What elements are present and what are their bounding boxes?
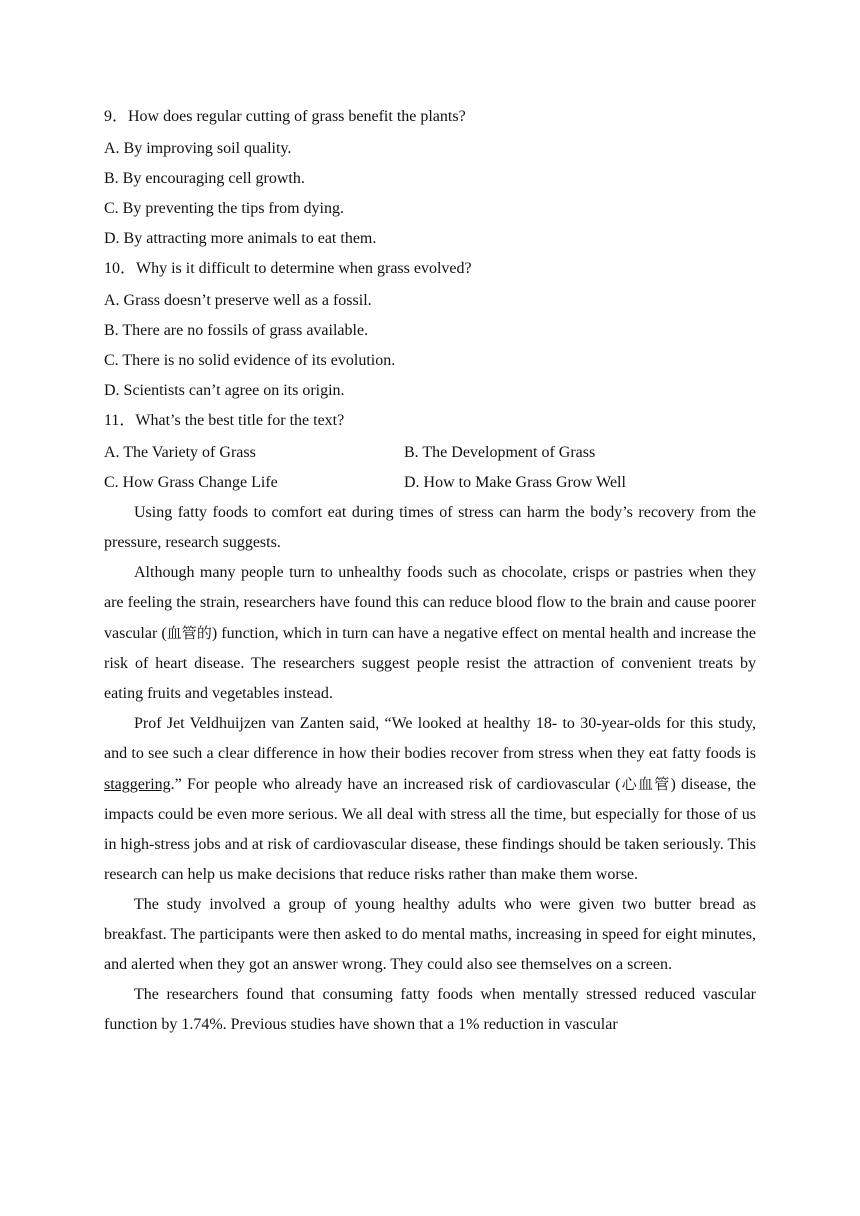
paragraph-text: Prof Jet Veldhuijzen van Zanten said, “We looked at healthy 18- to 30-year-olds for this study, and to see such a clear difference in how their bodies recover from stress when they eat fatty foods is bbox=[104, 715, 756, 762]
paragraph-text: The researchers found that consuming fatty foods when mentally stressed reduced vascular function by 1.74%. Previous studies have shown that a 1% reduction in vascular bbox=[104, 986, 756, 1033]
question-10 bbox=[104, 254, 756, 406]
paragraph-text: Using fatty foods to comfort eat during times of stress can harm the body’s recovery from the pressure, research suggests. bbox=[104, 504, 756, 551]
option-d: D. Scientists can’t agree on its origin. bbox=[104, 382, 345, 399]
paragraph-3 bbox=[104, 709, 756, 890]
question-11 bbox=[104, 406, 756, 498]
question-stem: 10．Why is it difficult to determine when grass evolved? bbox=[104, 260, 472, 277]
paragraph-5 bbox=[104, 980, 756, 1040]
option-d: D. By attracting more animals to eat them. bbox=[104, 230, 377, 247]
options-row bbox=[104, 438, 756, 468]
paragraph-text: ) function, which in turn can have a negative effect on mental health and increase the risk of heart disease. The researchers suggest people resist the attraction of convenient treats by eating fruits and vegetables instead. bbox=[104, 625, 756, 702]
question-stem: 9．How does regular cutting of grass benefit the plants? bbox=[104, 108, 466, 125]
option-b: B. By encouraging cell growth. bbox=[104, 170, 305, 187]
paragraph-4 bbox=[104, 890, 756, 980]
paragraph-1 bbox=[104, 498, 756, 558]
option-a: A. Grass doesn’t preserve well as a fossil. bbox=[104, 292, 372, 309]
paragraph-2 bbox=[104, 558, 756, 709]
chinese-gloss: 心血管 bbox=[620, 775, 671, 793]
question-stem: 11．What’s the best title for the text? bbox=[104, 412, 345, 429]
paragraph-text: The study involved a group of young healthy adults who were given two butter bread as breakfast. The participants were then asked to do mental maths, increasing in speed for eight minutes, and alerted when they got an answer wrong. They could also see themselves on a screen. bbox=[104, 896, 756, 973]
paragraph-text: ) disease, the impacts could be even more serious. We all deal with stress all the time, but especially for those of us in high-stress jobs and at risk of cardiovascular disease, these findings should be taken seriously. This research can help us make decisions that reduce risks rather than make them worse. bbox=[104, 776, 756, 883]
question-9 bbox=[104, 102, 756, 254]
option-c: C. By preventing the tips from dying. bbox=[104, 200, 344, 217]
option-a: A. The Variety of Grass bbox=[104, 444, 256, 461]
chinese-gloss: 血管的 bbox=[166, 624, 212, 642]
document-page bbox=[104, 102, 756, 1040]
underlined-word: staggering bbox=[104, 776, 171, 793]
reading-passage bbox=[104, 498, 756, 1040]
options-row bbox=[104, 468, 756, 498]
paragraph-text: .” For people who already have an increased risk of cardiovascular ( bbox=[170, 776, 621, 793]
option-b: B. There are no fossils of grass available. bbox=[104, 322, 369, 339]
option-a: A. By improving soil quality. bbox=[104, 140, 292, 157]
option-d: D. How to Make Grass Grow Well bbox=[404, 474, 626, 491]
paragraph-text: Although many people turn to unhealthy foods such as chocolate, crisps or pastries when they are feeling the strain, researchers have found this can reduce blood flow to the brain and cause poorer vascular ( bbox=[104, 564, 756, 642]
option-c: C. There is no solid evidence of its evolution. bbox=[104, 352, 396, 369]
option-c: C. How Grass Change Life bbox=[104, 474, 278, 491]
option-b: B. The Development of Grass bbox=[404, 444, 596, 461]
